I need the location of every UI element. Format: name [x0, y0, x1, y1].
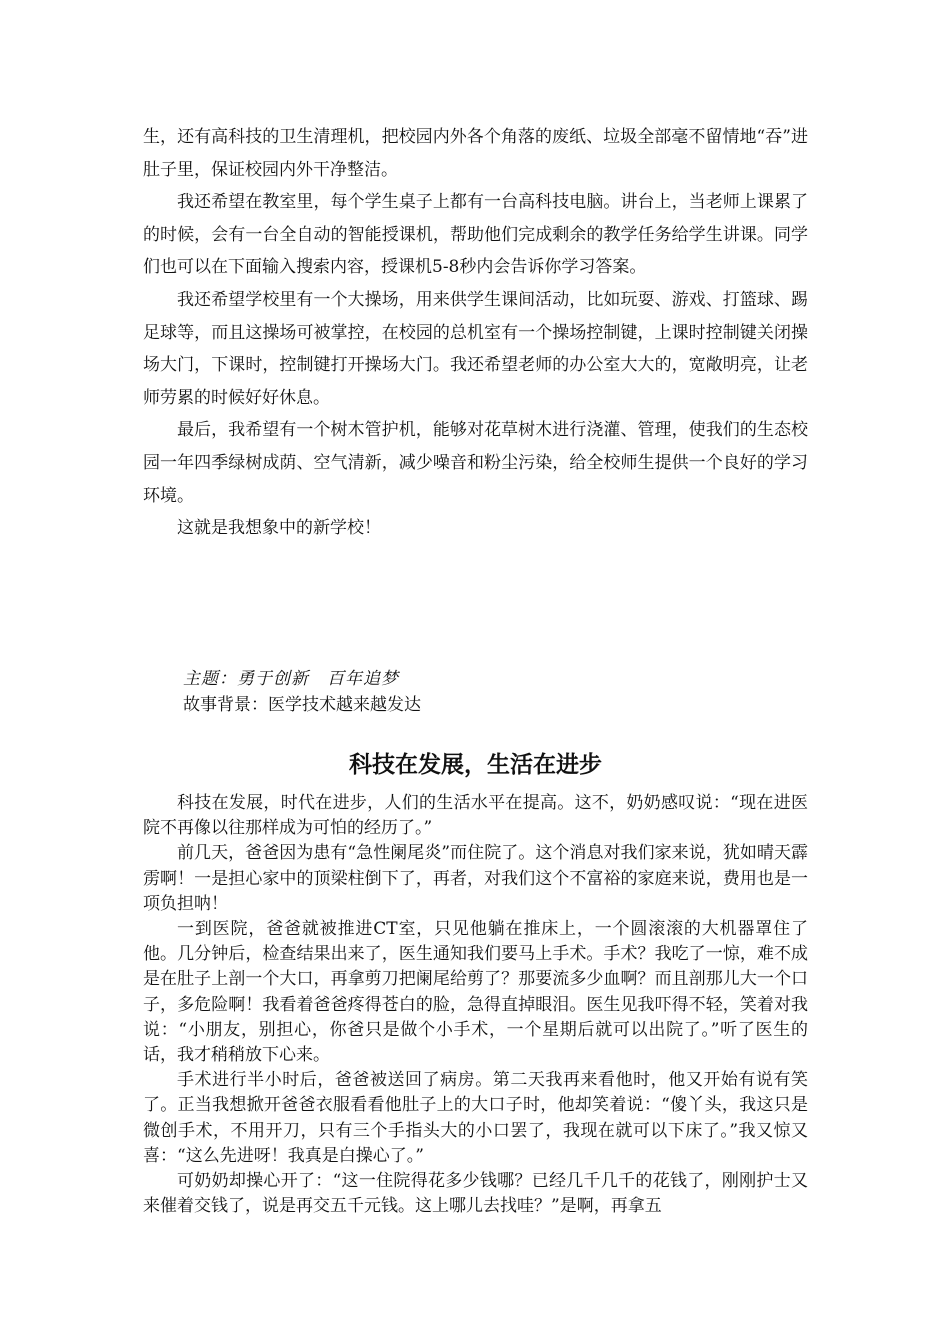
paragraph: 手术进行半小时后，爸爸被送回了病房。第二天我再来看他时，他又开始有说有笑了。正当我想掀开爸爸衣服看看他肚子上的大口子时，他却笑着说：“傻丫头，我这只是微创手术，不用开刀，只有三个手指头大的小口罢了，我现在就可以下床了。”我又惊又喜：“这么先进呀！我真是白操心了。” — [143, 1070, 808, 1166]
essay-continuation — [143, 121, 808, 545]
story-background-line: 故事背景：医学技术越来越发达 — [183, 695, 421, 715]
paragraph: 科技在发展，时代在进步，人们的生活水平在提高。这不，奶奶感叹说：“现在进医院不再像以往那样成为可怕的经历了。” — [143, 793, 808, 839]
article-body — [143, 791, 808, 1219]
paragraph: 我还希望在教室里，每个学生桌子上都有一台高科技电脑。讲台上，当老师上课累了的时候，会有一台全自动的智能授课机，帮助他们完成剩余的教学任务给学生讲课。同学们也可以在下面输入搜索内容，授课机5-8秒内会告诉你学习答案。 — [143, 192, 808, 278]
paragraph: 一到医院，爸爸就被推进CT室，只见他躺在推床上，一个圆滚滚的大机器罩住了他。几分钟后，检查结果出来了，医生通知我们要马上手术。手术？我吃了一惊，难不成是在肚子上剖一个大口，再拿剪刀把阑尾给剪了？那要流多少血啊？而且剖那儿大一个口子，多危险啊！我看着爸爸疼得苍白的脸，急得直掉眼泪。医生见我吓得不轻，笑着对我说：“小朋友，别担心，你爸只是做个小手术，一个星期后就可以出院了。”听了医生的话，我才稍稍放下心来。 — [143, 919, 808, 1066]
paragraph: 这就是我想象中的新学校！ — [177, 518, 381, 539]
paragraph: 前几天，爸爸因为患有“急性阑尾炎”而住院了。这个消息对我们家来说，犹如晴天霹雳啊！一是担心家中的顶梁柱倒下了，再者，对我们这个不富裕的家庭来说，费用也是一项负担呐！ — [143, 843, 808, 914]
paragraph: 生，还有高科技的卫生清理机，把校园内外各个角落的废纸、垃圾全部毫不留情地“吞”进肚子里，保证校园内外干净整洁。 — [143, 127, 808, 180]
paragraph: 最后，我希望有一个树木管护机，能够对花草树木进行浇灌、管理，使我们的生态校园一年四季绿树成荫、空气清新，减少噪音和粉尘污染，给全校师生提供一个良好的学习环境。 — [143, 420, 808, 506]
paragraph: 我还希望学校里有一个大操场，用来供学生课间活动，比如玩耍、游戏、打篮球、踢足球等，而且这操场可被掌控，在校园的总机室有一个操场控制键，上课时控制键关闭操场大门，下课时，控制键打开操场大门。我还希望老师的办公室大大的，宽敞明亮，让老师劳累的时候好好休息。 — [143, 289, 808, 408]
article-title: 科技在发展，生活在进步 — [349, 752, 602, 778]
paragraph: 可奶奶却操心开了：“这一住院得花多少钱哪？已经几千几千的花钱了，刚刚护士又来催着交钱了，说是再交五千元钱。这上哪儿去找哇？”是啊，再拿五 — [143, 1171, 808, 1217]
theme-line: 主题：勇于创新 百年追梦 — [183, 669, 399, 689]
